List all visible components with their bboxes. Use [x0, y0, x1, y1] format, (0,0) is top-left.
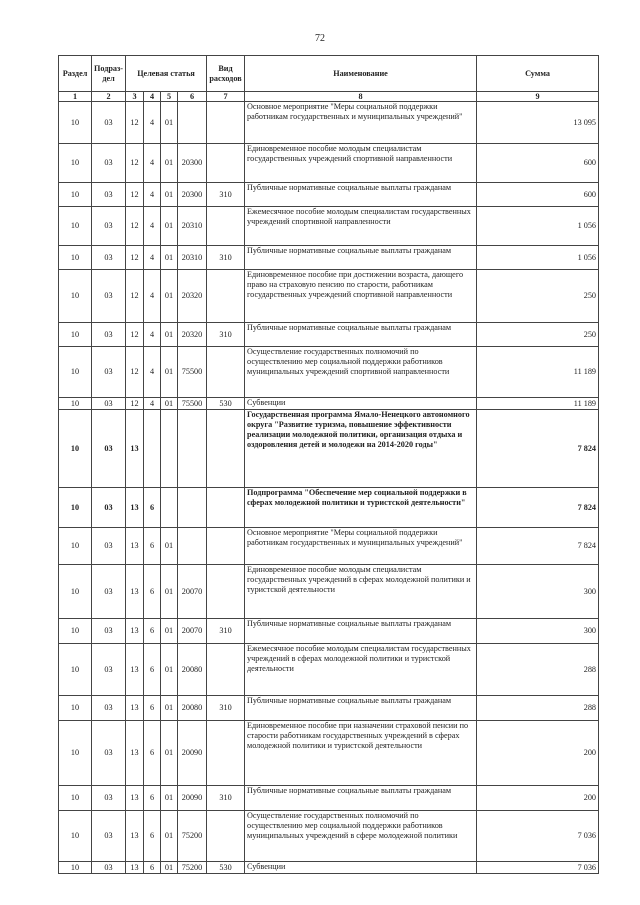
table-row: [59, 644, 599, 696]
target-code-cell: 12: [126, 207, 144, 246]
table-row: [59, 398, 599, 410]
target-code-cell: 4: [144, 323, 161, 347]
podrazdel-cell: 03: [92, 811, 126, 862]
target-code-cell: 6: [144, 528, 161, 565]
table-row: [59, 696, 599, 721]
razdel-cell: 10: [59, 786, 92, 811]
table-row: [59, 246, 599, 270]
target-code-cell: 13: [126, 721, 144, 786]
razdel-cell: 10: [59, 207, 92, 246]
razdel-cell: 10: [59, 347, 92, 398]
table-row: [59, 721, 599, 786]
name-cell: Государственная программа Ямало-Ненецкого автономного округа "Развитие туризма, повышение эффективности реализации молодежной политики, организация отдыха и оздоровления детей и молодежи на 2014-2020 годы": [245, 410, 477, 488]
name-cell: Субвенции: [245, 862, 477, 874]
target-code-cell: 6: [144, 786, 161, 811]
target-code-cell: 13: [126, 619, 144, 644]
expense-type-cell: 310: [207, 183, 245, 207]
target-code-cell: 6: [144, 488, 161, 528]
table-row: [59, 619, 599, 644]
target-code-cell: 01: [161, 398, 178, 410]
sum-cell: 288: [477, 644, 599, 696]
sum-cell: 11 189: [477, 398, 599, 410]
expense-type-cell: [207, 528, 245, 565]
razdel-cell: 10: [59, 102, 92, 144]
razdel-cell: 10: [59, 323, 92, 347]
target-code-cell: 6: [144, 721, 161, 786]
podrazdel-cell: 03: [92, 862, 126, 874]
table-row: [59, 347, 599, 398]
table-row: [59, 786, 599, 811]
name-cell: Ежемесячное пособие молодым специалистам государственных учреждений спортивной направленности: [245, 207, 477, 246]
target-code-cell: [178, 488, 207, 528]
podrazdel-cell: 03: [92, 207, 126, 246]
expense-type-cell: [207, 565, 245, 619]
col-num: 1: [59, 92, 92, 102]
target-code-cell: [161, 410, 178, 488]
target-code-cell: [178, 102, 207, 144]
expense-type-cell: 310: [207, 786, 245, 811]
razdel-cell: 10: [59, 565, 92, 619]
podrazdel-cell: 03: [92, 721, 126, 786]
target-code-cell: 20070: [178, 619, 207, 644]
expense-type-cell: 530: [207, 862, 245, 874]
target-code-cell: 01: [161, 721, 178, 786]
razdel-cell: 10: [59, 183, 92, 207]
sum-cell: 250: [477, 270, 599, 323]
target-code-cell: [178, 410, 207, 488]
table-row: [59, 207, 599, 246]
razdel-cell: 10: [59, 488, 92, 528]
target-code-cell: 13: [126, 565, 144, 619]
sum-cell: 200: [477, 721, 599, 786]
table-row: [59, 144, 599, 183]
table-row: [59, 862, 599, 874]
name-cell: Публичные нормативные социальные выплаты гражданам: [245, 696, 477, 721]
name-cell: Субвенции: [245, 398, 477, 410]
sum-cell: 288: [477, 696, 599, 721]
col-num: 3: [126, 92, 144, 102]
podrazdel-cell: 03: [92, 696, 126, 721]
col-num: 2: [92, 92, 126, 102]
header-naimenovanie: Наименование: [245, 56, 477, 92]
podrazdel-cell: 03: [92, 102, 126, 144]
expense-type-cell: [207, 207, 245, 246]
podrazdel-cell: 03: [92, 786, 126, 811]
target-code-cell: 20320: [178, 270, 207, 323]
sum-cell: 300: [477, 565, 599, 619]
target-code-cell: 01: [161, 696, 178, 721]
target-code-cell: 20070: [178, 565, 207, 619]
podrazdel-cell: 03: [92, 246, 126, 270]
razdel-cell: 10: [59, 398, 92, 410]
target-code-cell: 01: [161, 811, 178, 862]
podrazdel-cell: 03: [92, 528, 126, 565]
target-code-cell: 13: [126, 488, 144, 528]
target-code-cell: 20090: [178, 721, 207, 786]
table-row: [59, 488, 599, 528]
target-code-cell: 6: [144, 565, 161, 619]
target-code-cell: 13: [126, 862, 144, 874]
expense-type-cell: [207, 644, 245, 696]
target-code-cell: 12: [126, 323, 144, 347]
expense-type-cell: [207, 144, 245, 183]
target-code-cell: 13: [126, 696, 144, 721]
target-code-cell: 12: [126, 270, 144, 323]
target-code-cell: 4: [144, 246, 161, 270]
name-cell: Единовременное пособие молодым специалистам государственных учреждений в сферах молодежной политики и туристской деятельности: [245, 565, 477, 619]
target-code-cell: 01: [161, 144, 178, 183]
target-code-cell: 20300: [178, 183, 207, 207]
target-code-cell: 4: [144, 398, 161, 410]
target-code-cell: 4: [144, 207, 161, 246]
sum-cell: 11 189: [477, 347, 599, 398]
razdel-cell: 10: [59, 619, 92, 644]
table-row: [59, 565, 599, 619]
table-row: [59, 270, 599, 323]
name-cell: Осуществление государственных полномочий по осуществлению мер социальной поддержки работников муниципальных учреждений в сфере молодежной политики: [245, 811, 477, 862]
table-row: [59, 528, 599, 565]
podrazdel-cell: 03: [92, 270, 126, 323]
target-code-cell: 4: [144, 270, 161, 323]
razdel-cell: 10: [59, 270, 92, 323]
name-cell: Публичные нормативные социальные выплаты гражданам: [245, 619, 477, 644]
target-code-cell: [144, 410, 161, 488]
target-code-cell: 20090: [178, 786, 207, 811]
name-cell: Публичные нормативные социальные выплаты гражданам: [245, 246, 477, 270]
name-cell: Основное мероприятие "Меры социальной поддержки работникам государственных и муниципальных учреждений": [245, 528, 477, 565]
target-code-cell: [178, 528, 207, 565]
name-cell: Единовременное пособие при достижении возраста, дающего право на страховую пенсию по старости, работникам государственных учреждений спортивной направленности: [245, 270, 477, 323]
target-code-cell: 20080: [178, 696, 207, 721]
table-row: [59, 323, 599, 347]
header-podrazdel: Подраз-дел: [92, 56, 126, 92]
name-cell: Публичные нормативные социальные выплаты гражданам: [245, 183, 477, 207]
razdel-cell: 10: [59, 862, 92, 874]
expense-type-cell: [207, 270, 245, 323]
target-code-cell: 12: [126, 398, 144, 410]
target-code-cell: 13: [126, 644, 144, 696]
target-code-cell: 01: [161, 270, 178, 323]
col-num: 9: [477, 92, 599, 102]
col-num: 7: [207, 92, 245, 102]
expense-type-cell: [207, 721, 245, 786]
target-code-cell: 12: [126, 347, 144, 398]
target-code-cell: 01: [161, 528, 178, 565]
target-code-cell: 4: [144, 102, 161, 144]
sum-cell: 7 036: [477, 811, 599, 862]
target-code-cell: 01: [161, 644, 178, 696]
col-num: 5: [161, 92, 178, 102]
target-code-cell: 01: [161, 207, 178, 246]
sum-cell: 600: [477, 183, 599, 207]
expense-type-cell: [207, 488, 245, 528]
target-code-cell: 75500: [178, 347, 207, 398]
podrazdel-cell: 03: [92, 398, 126, 410]
col-num: 6: [178, 92, 207, 102]
expense-type-cell: [207, 811, 245, 862]
target-code-cell: 12: [126, 246, 144, 270]
sum-cell: 1 056: [477, 207, 599, 246]
target-code-cell: 01: [161, 102, 178, 144]
name-cell: Публичные нормативные социальные выплаты гражданам: [245, 323, 477, 347]
table-row: [59, 410, 599, 488]
expense-type-cell: 310: [207, 323, 245, 347]
target-code-cell: 12: [126, 102, 144, 144]
target-code-cell: 6: [144, 862, 161, 874]
target-code-cell: 01: [161, 862, 178, 874]
target-code-cell: 75200: [178, 862, 207, 874]
target-code-cell: 01: [161, 565, 178, 619]
target-code-cell: 20310: [178, 246, 207, 270]
name-cell: Основное мероприятие "Меры социальной поддержки работникам государственных и муниципальных учреждений": [245, 102, 477, 144]
budget-table: [58, 55, 599, 874]
razdel-cell: 10: [59, 246, 92, 270]
target-code-cell: 01: [161, 323, 178, 347]
table-body: [59, 102, 599, 874]
target-code-cell: 4: [144, 144, 161, 183]
target-code-cell: 4: [144, 183, 161, 207]
target-code-cell: 6: [144, 811, 161, 862]
page-number: 72: [315, 33, 325, 44]
column-number-row: [59, 92, 599, 102]
razdel-cell: 10: [59, 144, 92, 183]
col-num: 8: [245, 92, 477, 102]
expense-type-cell: [207, 410, 245, 488]
razdel-cell: 10: [59, 644, 92, 696]
name-cell: Публичные нормативные социальные выплаты гражданам: [245, 786, 477, 811]
razdel-cell: 10: [59, 721, 92, 786]
sum-cell: 250: [477, 323, 599, 347]
header-row: [59, 56, 599, 92]
table-row: [59, 811, 599, 862]
sum-cell: 7 824: [477, 488, 599, 528]
table-row: [59, 183, 599, 207]
target-code-cell: 6: [144, 619, 161, 644]
header-summa: Сумма: [477, 56, 599, 92]
col-num: 4: [144, 92, 161, 102]
razdel-cell: 10: [59, 528, 92, 565]
target-code-cell: 6: [144, 696, 161, 721]
target-code-cell: 13: [126, 811, 144, 862]
name-cell: Подпрограмма "Обеспечение мер социальной поддержки в сферах молодежной политики и туристской деятельности": [245, 488, 477, 528]
target-code-cell: [161, 488, 178, 528]
sum-cell: 300: [477, 619, 599, 644]
target-code-cell: 4: [144, 347, 161, 398]
target-code-cell: 20080: [178, 644, 207, 696]
target-code-cell: 13: [126, 786, 144, 811]
target-code-cell: 75500: [178, 398, 207, 410]
sum-cell: 13 095: [477, 102, 599, 144]
expense-type-cell: 310: [207, 696, 245, 721]
sum-cell: 200: [477, 786, 599, 811]
name-cell: Осуществление государственных полномочий по осуществлению мер социальной поддержки работников муниципальных учреждений спортивной направленности: [245, 347, 477, 398]
podrazdel-cell: 03: [92, 323, 126, 347]
sum-cell: 600: [477, 144, 599, 183]
target-code-cell: 01: [161, 183, 178, 207]
header-vid-rashodov: Вид расходов: [207, 56, 245, 92]
podrazdel-cell: 03: [92, 183, 126, 207]
podrazdel-cell: 03: [92, 565, 126, 619]
sum-cell: 7 824: [477, 410, 599, 488]
expense-type-cell: [207, 102, 245, 144]
name-cell: Ежемесячное пособие молодым специалистам государственных учреждений в сферах молодежной политики и туристской деятельности: [245, 644, 477, 696]
expense-type-cell: [207, 347, 245, 398]
header-celevaya-statya: Целевая статья: [126, 56, 207, 92]
target-code-cell: 01: [161, 347, 178, 398]
name-cell: Единовременное пособие при назначении страховой пенсии по старости работникам государственных учреждений в сферах молодежной политики и туристской деятельности: [245, 721, 477, 786]
target-code-cell: 01: [161, 246, 178, 270]
target-code-cell: 01: [161, 786, 178, 811]
expense-type-cell: 530: [207, 398, 245, 410]
target-code-cell: 13: [126, 528, 144, 565]
expense-type-cell: 310: [207, 246, 245, 270]
sum-cell: 7 824: [477, 528, 599, 565]
podrazdel-cell: 03: [92, 644, 126, 696]
name-cell: Единовременное пособие молодым специалистам государственных учреждений спортивной направленности: [245, 144, 477, 183]
table-row: [59, 102, 599, 144]
target-code-cell: 12: [126, 183, 144, 207]
podrazdel-cell: 03: [92, 144, 126, 183]
target-code-cell: 20310: [178, 207, 207, 246]
target-code-cell: 01: [161, 619, 178, 644]
razdel-cell: 10: [59, 811, 92, 862]
target-code-cell: 6: [144, 644, 161, 696]
sum-cell: 1 056: [477, 246, 599, 270]
header-razdel: Раздел: [59, 56, 92, 92]
razdel-cell: 10: [59, 410, 92, 488]
podrazdel-cell: 03: [92, 410, 126, 488]
podrazdel-cell: 03: [92, 347, 126, 398]
target-code-cell: 20300: [178, 144, 207, 183]
target-code-cell: 12: [126, 144, 144, 183]
razdel-cell: 10: [59, 696, 92, 721]
sum-cell: 7 036: [477, 862, 599, 874]
target-code-cell: 75200: [178, 811, 207, 862]
target-code-cell: 20320: [178, 323, 207, 347]
podrazdel-cell: 03: [92, 488, 126, 528]
target-code-cell: 13: [126, 410, 144, 488]
expense-type-cell: 310: [207, 619, 245, 644]
podrazdel-cell: 03: [92, 619, 126, 644]
